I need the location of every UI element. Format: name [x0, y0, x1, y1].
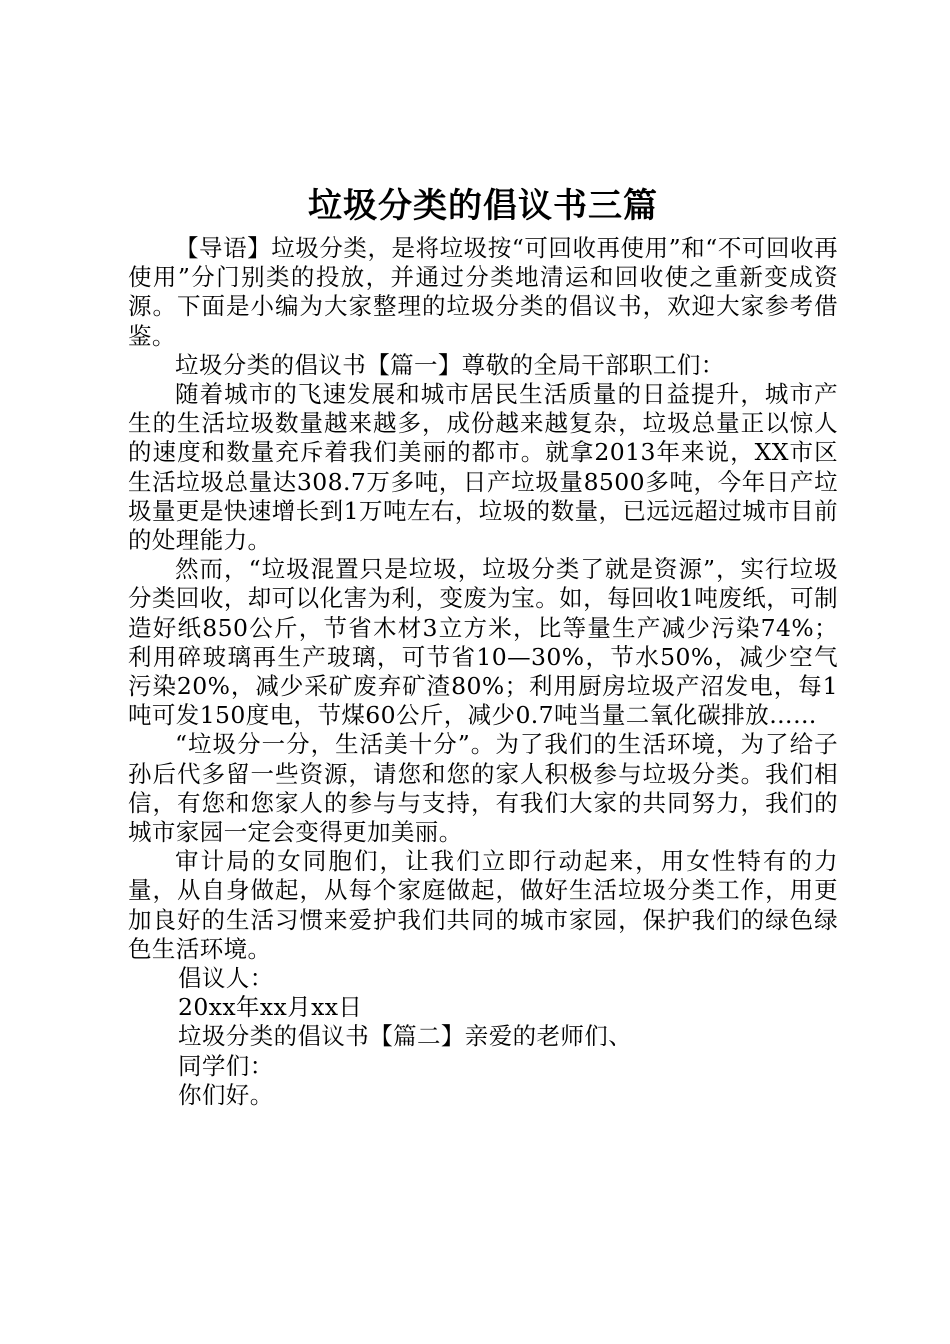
paragraph-call-to-action: “垃圾分一分，生活美十分”。为了我们的生活环境，为了给子孙后代多留一些资源，请您和您的家人积极参与垃圾分类。我们相信，有您和您家人的参与与支持，有我们大家的共同努力，我们的城市家园一定会变得更加美丽。	[128, 730, 838, 847]
document-title: 垃圾分类的倡议书三篇	[308, 186, 658, 226]
document-page	[128, 180, 838, 1110]
paragraph-recycling-benefits: 然而，“垃圾混置只是垃圾，垃圾分类了就是资源”，实行垃圾分类回收，却可以化害为利，变废为宝。如，每回收1吨废纸，可制造好纸850公斤，节省木材3立方米，比等量生产减少污染74%；利用碎玻璃再生产玻璃，可节省10—30%，节水50%，减少空气污染20%，减少采矿废弃矿渣80%；利用厨房垃圾产沼发电，每1吨可发150度电，节煤60公斤，减少0.7吨当量二氧化碳排放……	[128, 555, 838, 730]
paragraph-city-growth: 随着城市的飞速发展和城市居民生活质量的日益提升，城市产生的生活垃圾数量越来越多，成份越来越复杂，垃圾总量正以惊人的速度和数量充斥着我们美丽的都市。就拿2013年来说，XX市区生活垃圾总量达308.7万多吨，日产垃圾量8500多吨，今年日产垃圾量更是快速增长到1万吨左右，垃圾的数量，已远远超过城市目前的处理能力。	[128, 380, 838, 555]
paragraph-audit-bureau: 审计局的女同胞们，让我们立即行动起来，用女性特有的力量，从自身做起，从每个家庭做起，做好生活垃圾分类工作，用更加良好的生活习惯来爱护我们共同的城市家园，保护我们的绿色绿色生活环境。	[128, 847, 838, 963]
closing-part-two-heading: 垃圾分类的倡议书【篇二】亲爱的老师们、	[178, 1022, 633, 1051]
paragraph-intro: 【导语】垃圾分类，是将垃圾按“可回收再使用”和“不可回收再使用”分门别类的投放，并通过分类地清运和回收使之重新变成资源。下面是小编为大家整理的垃圾分类的倡议书，欢迎大家参考借鉴。	[128, 234, 838, 350]
closing-students: 同学们：	[178, 1051, 274, 1080]
paragraph-heading-part-one: 垃圾分类的倡议书【篇一】尊敬的全局干部职工们：	[175, 350, 725, 379]
closing-initiator: 倡议人：	[178, 964, 274, 993]
closing-date: 20xx年xx月xx日	[178, 993, 363, 1022]
closing-greeting: 你们好。	[178, 1080, 274, 1109]
